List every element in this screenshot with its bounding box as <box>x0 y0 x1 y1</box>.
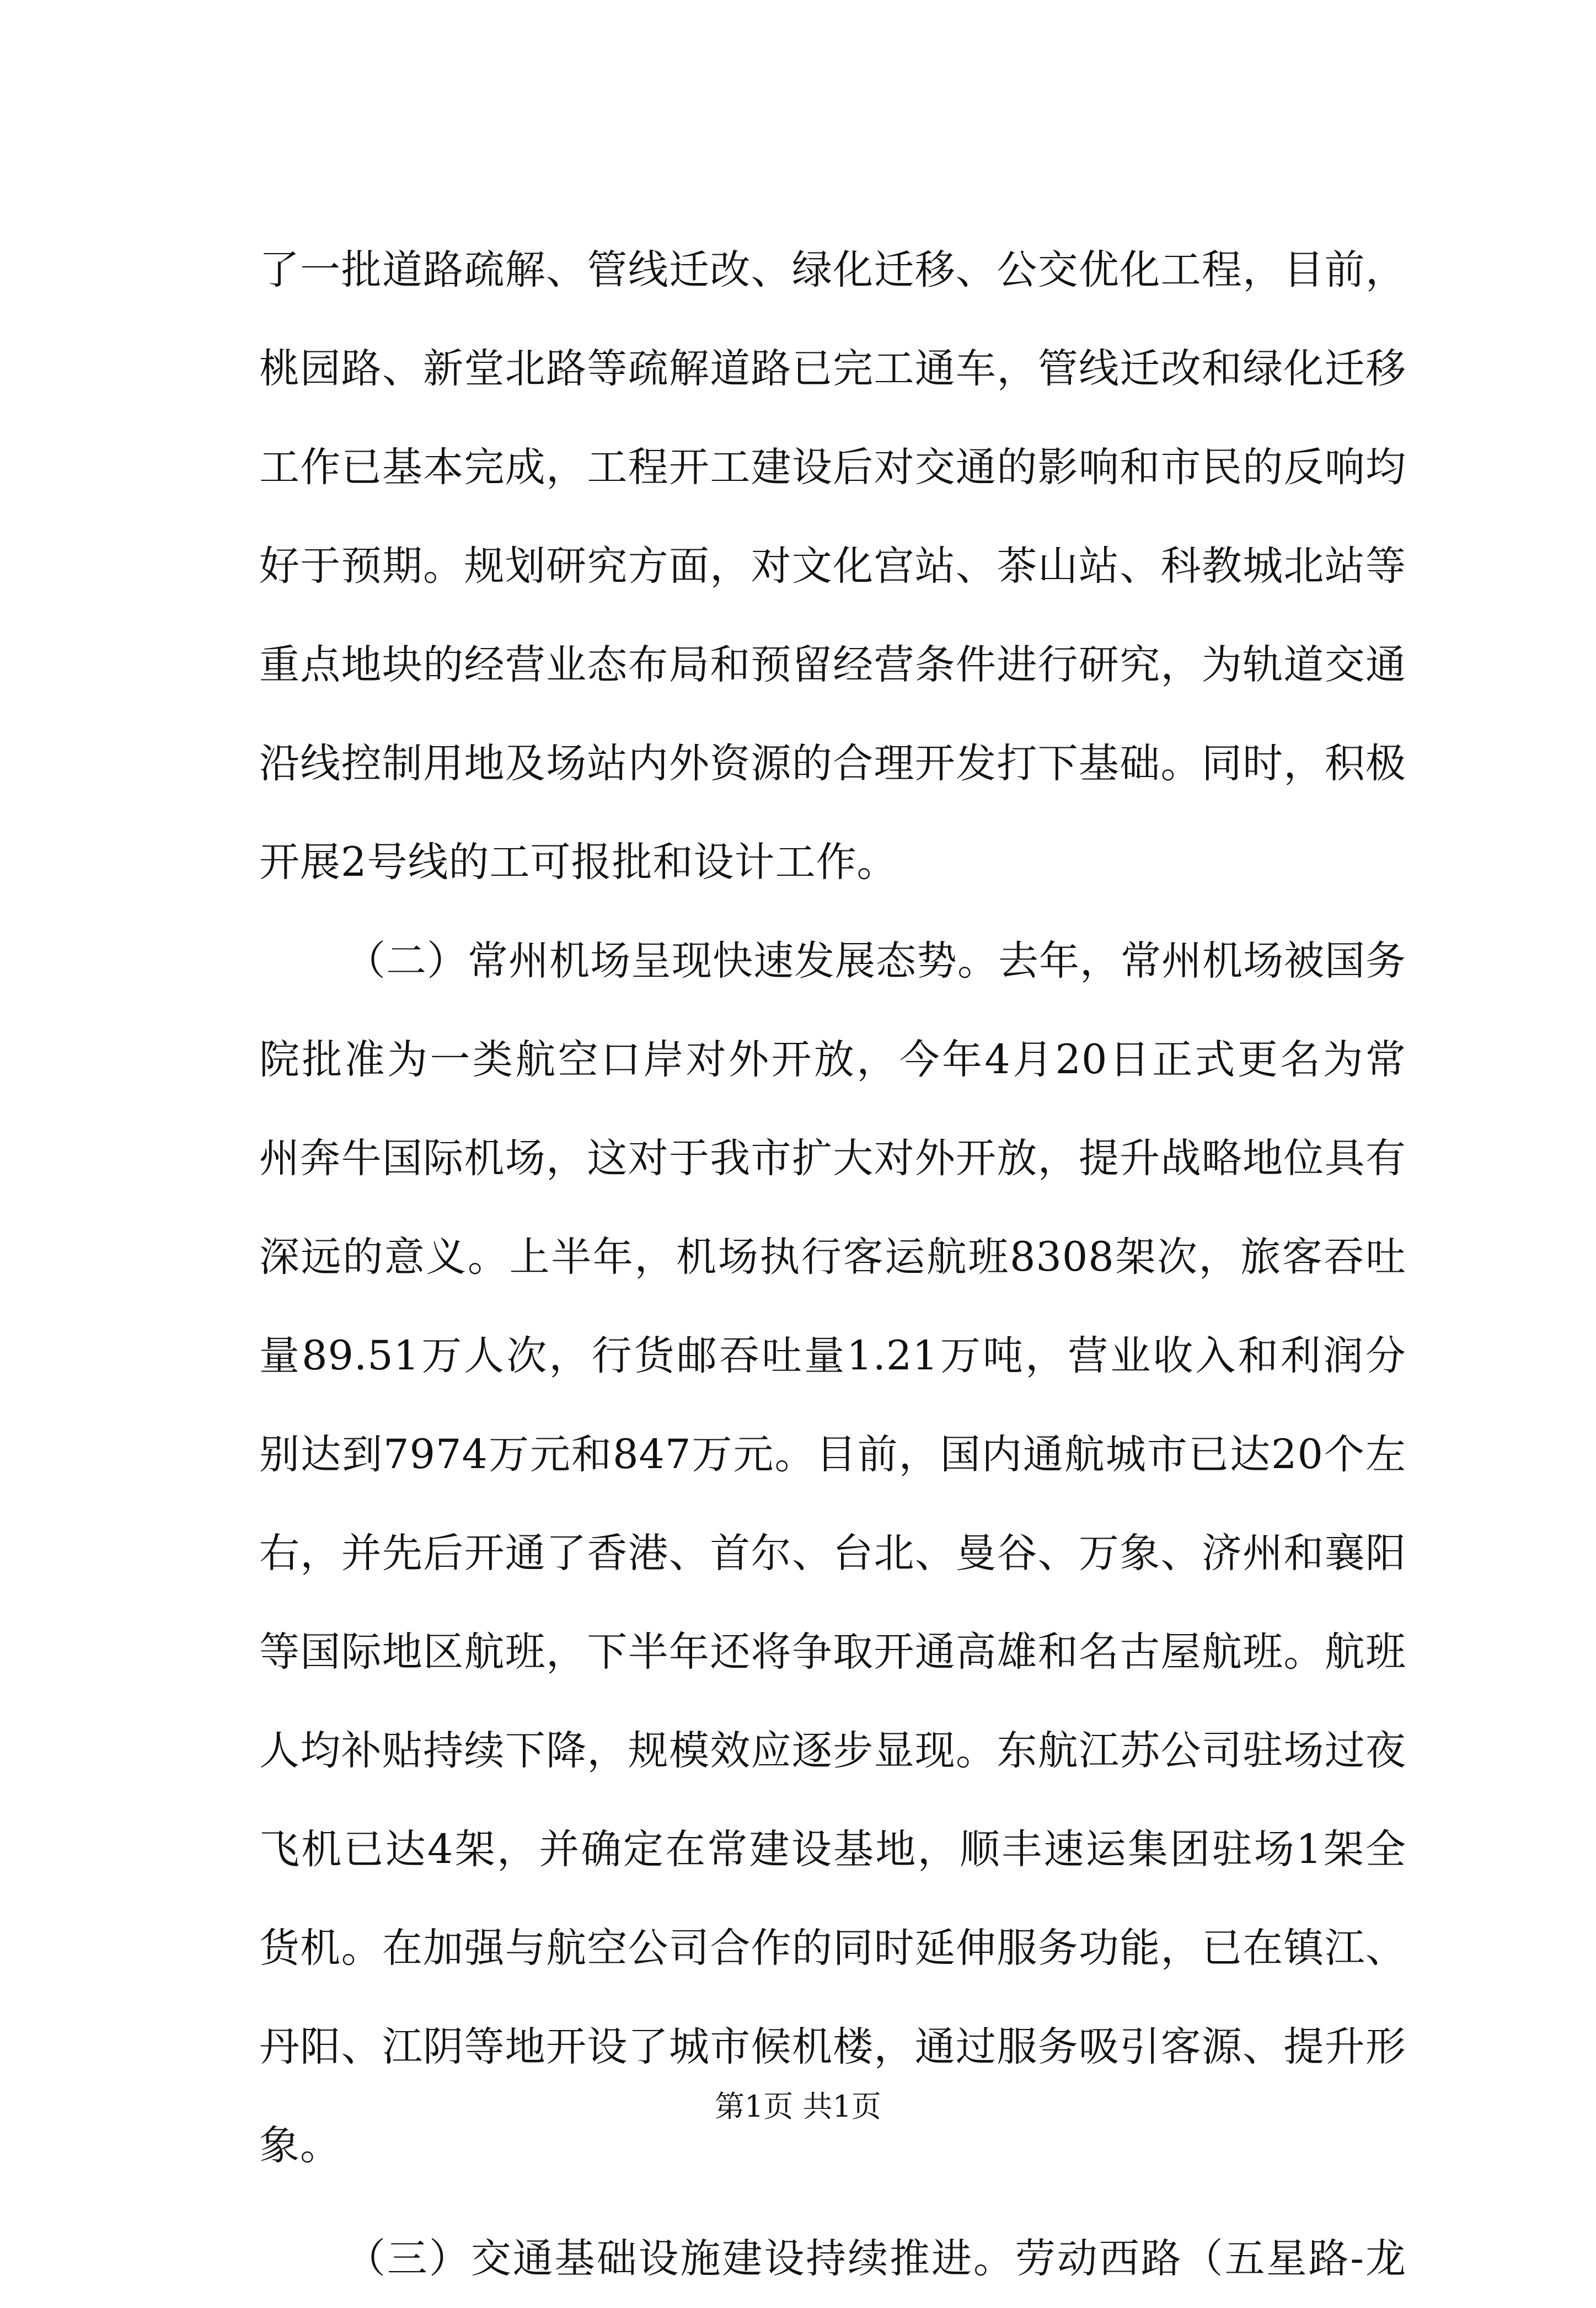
text-line: 人均补贴持续下降，规模效应逐步显现。东航江苏公司驻场过夜 <box>259 1727 1406 1774</box>
text-line: 好于预期。规划研究方面，对文化宫站、茶山站、科教城北站等 <box>259 543 1406 590</box>
text-line: 丹阳、江阴等地开设了城市候机楼，通过服务吸引客源、提升形 <box>259 2023 1406 2070</box>
text-line: 工作已基本完成，工程开工建设后对交通的影响和市民的反响均 <box>259 444 1406 491</box>
text-line: 货机。在加强与航空公司合作的同时延伸服务功能，已在镇江、 <box>259 1925 1406 1972</box>
text-line: 了一批道路疏解、管线迁改、绿化迁移、公交优化工程，目前， <box>259 247 1406 293</box>
text-line: 量89.51万人次，行货邮吞吐量1.21万吨，营业收入和利润分 <box>259 1332 1406 1379</box>
paragraph-gap <box>259 2195 1406 2209</box>
paragraph-heading-line: （三）交通基础设施建设持续推进。劳动西路（五星路-龙 <box>345 2235 1406 2282</box>
text-line: 飞机已达4架，并确定在常建设基地，顺丰速运集团驻场1架全 <box>259 1826 1406 1873</box>
paragraph-heading-line: （二）常州机场呈现快速发展态势。去年，常州机场被国务 <box>345 938 1406 984</box>
text-line: 桃园路、新堂北路等疏解道路已完工通车，管线迁改和绿化迁移 <box>259 345 1406 392</box>
page-number-footer: 第1页 共1页 <box>715 2089 881 2124</box>
text-line: 沿线控制用地及场站内外资源的合理开发打下基础。同时，积极 <box>259 740 1406 787</box>
text-line: 深远的意义。上半年，机场执行客运航班8308架次，旅客吞吐 <box>259 1234 1406 1281</box>
document-body <box>259 221 1406 2308</box>
text-line: 重点地块的经营业态布局和预留经营条件进行研究，为轨道交通 <box>259 641 1406 688</box>
text-line: 等国际地区航班，下半年还将争取开通高雄和名古屋航班。航班 <box>259 1629 1406 1675</box>
text-line: 右，并先后开通了香港、首尔、台北、曼谷、万象、济州和襄阳 <box>259 1530 1406 1577</box>
text-line: 别达到7974万元和847万元。目前，国内通航城市已达20个左 <box>259 1431 1406 1478</box>
text-line: 州奔牛国际机场，这对于我市扩大对外开放，提升战略地位具有 <box>259 1135 1406 1182</box>
text-line: 院批准为一类航空口岸对外开放，今年4月20日正式更名为常 <box>259 1036 1406 1083</box>
text-line: 象。 <box>259 2122 341 2169</box>
text-line: 开展2号线的工可报批和设计工作。 <box>259 839 898 886</box>
